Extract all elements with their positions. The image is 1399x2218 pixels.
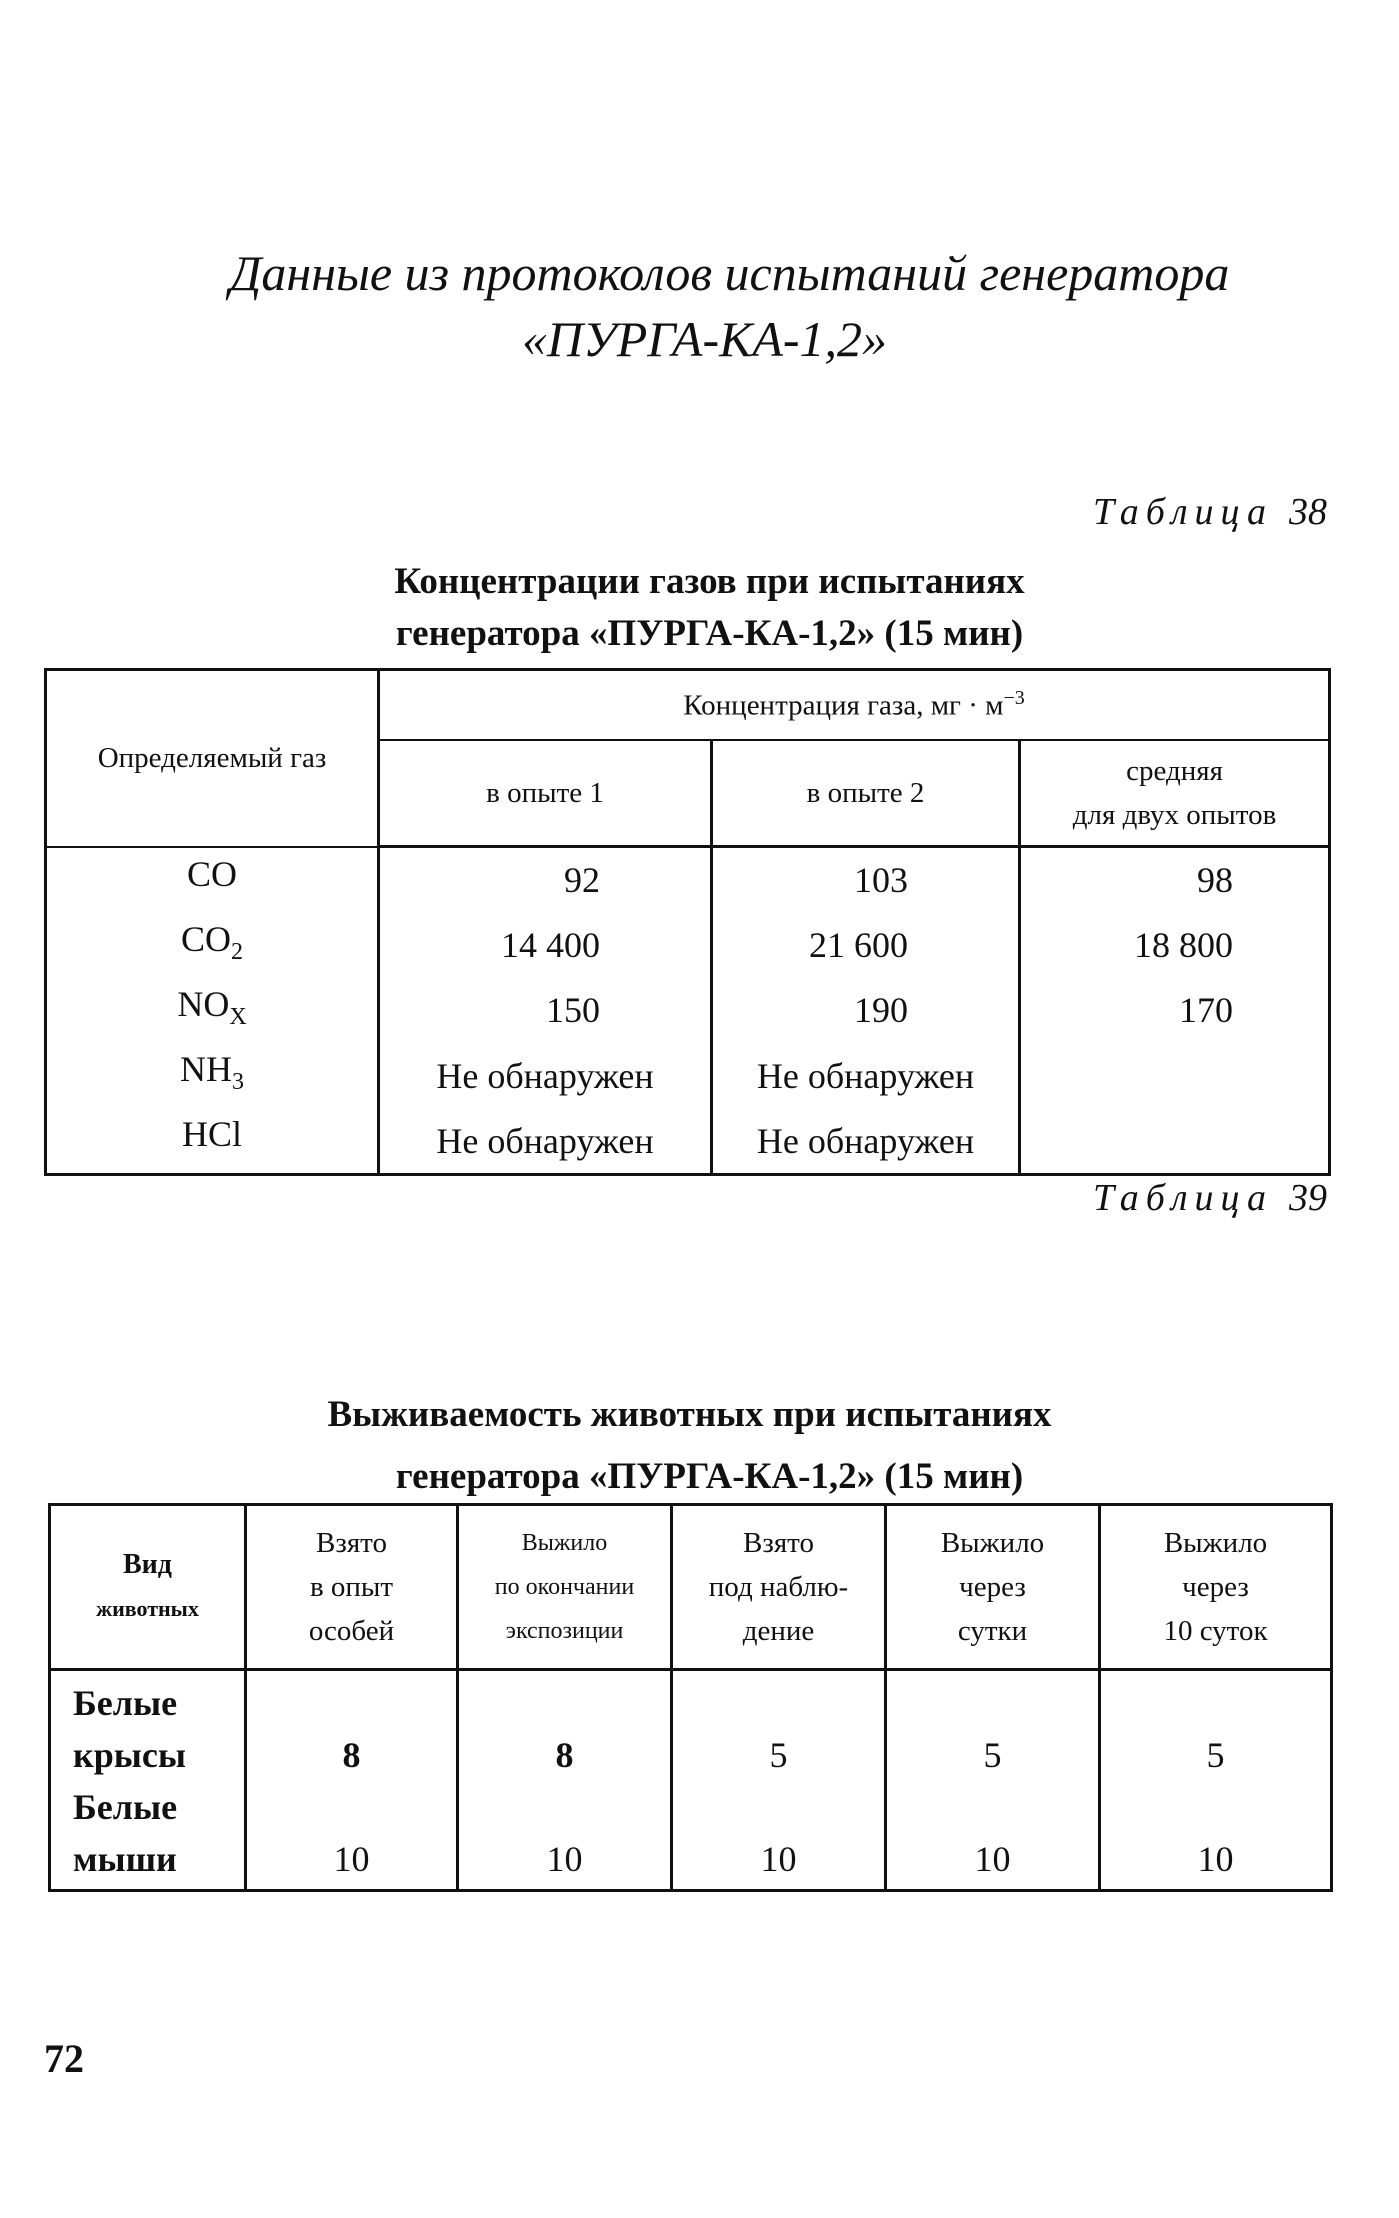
value: 10 <box>546 1839 583 1879</box>
value-cell <box>886 1670 1100 1891</box>
table-row <box>50 1670 1332 1891</box>
table38-caption-line2: генератора «ПУРГА-КА-1,2» (15 мин) <box>395 613 1024 654</box>
value-cell: 103 <box>712 847 1020 913</box>
value: 10 <box>974 1839 1011 1879</box>
gas-cell <box>46 978 379 1043</box>
gas-cell <box>46 847 379 913</box>
gas-name: HCl <box>181 1114 242 1155</box>
header-line: 10 суток <box>1163 1615 1268 1647</box>
header-line: животных <box>96 1596 199 1621</box>
document-title-line1: Данные из протоколов испытаний генератора <box>229 245 1230 301</box>
value: 8 <box>555 1735 574 1775</box>
table39-label <box>1093 1176 1327 1220</box>
gas-name: CO <box>180 918 231 959</box>
table-row <box>46 978 1330 1043</box>
value: 10 <box>760 1839 797 1879</box>
table38-label <box>1093 490 1327 534</box>
header-gas: Определяемый газ <box>46 670 379 847</box>
value: 5 <box>983 1735 1002 1775</box>
header-line: Выжило <box>521 1530 608 1556</box>
value-cell <box>246 1670 458 1891</box>
value-cell <box>1100 1670 1332 1891</box>
table-header-row <box>50 1505 1332 1670</box>
header-line: дение <box>742 1615 815 1647</box>
header-survived-10days <box>1100 1505 1332 1670</box>
table39-label-number: 39 <box>1289 1177 1327 1219</box>
value-cell <box>1020 1043 1330 1108</box>
page-number: 72 <box>44 2036 84 2081</box>
gas-name: NH <box>180 1049 232 1090</box>
value-cell: 150 <box>379 978 712 1043</box>
table-header-row <box>46 670 1330 741</box>
header-survived-exposure <box>458 1505 672 1670</box>
header-survived-day <box>886 1505 1100 1670</box>
value-cell: 98 <box>1020 847 1330 913</box>
header-avg-line2: для двух опытов <box>1072 799 1277 831</box>
value-cell: Не обнаружен <box>712 1043 1020 1108</box>
gas-subscript: 2 <box>231 938 243 965</box>
header-concentration-exponent: −3 <box>1003 687 1025 710</box>
document-title <box>0 240 1399 372</box>
header-line: Вид <box>123 1549 172 1580</box>
table39-caption <box>0 1384 1399 1508</box>
header-line: под наблю- <box>708 1571 849 1603</box>
value: 5 <box>769 1735 788 1775</box>
table-row <box>46 913 1330 978</box>
value-cell: 14 400 <box>379 913 712 978</box>
header-avg-line1: средняя <box>1126 755 1223 787</box>
table39-label-word: Таблица <box>1093 1177 1273 1219</box>
value-cell: 18 800 <box>1020 913 1330 978</box>
animal-line: крысы <box>73 1735 186 1775</box>
value-cell <box>672 1670 886 1891</box>
header-exp2: в опыте 2 <box>712 740 1020 847</box>
value-cell: 190 <box>712 978 1020 1043</box>
value-cell: 170 <box>1020 978 1330 1043</box>
header-line: Взято <box>316 1527 387 1559</box>
header-line: Выжило <box>1163 1527 1268 1559</box>
value-cell: 92 <box>379 847 712 913</box>
header-line: особей <box>308 1615 395 1647</box>
header-line: экспозиции <box>505 1618 624 1644</box>
gas-cell <box>46 1043 379 1108</box>
header-line: в опыт <box>309 1571 394 1603</box>
animal-survival-table <box>48 1503 1333 1892</box>
value: 10 <box>1197 1839 1234 1879</box>
table39-caption-line1: Выживаемость животных при испытаниях <box>327 1394 1052 1435</box>
header-line: через <box>959 1571 1026 1603</box>
gas-subscript: 3 <box>232 1069 244 1096</box>
animal-line: Белые <box>73 1787 178 1827</box>
gas-cell <box>46 913 379 978</box>
table-row <box>46 1043 1330 1108</box>
table-row <box>46 847 1330 913</box>
value: 5 <box>1206 1735 1225 1775</box>
gas-cell <box>46 1108 379 1175</box>
gas-subscript: X <box>229 1004 247 1031</box>
header-line: через <box>1182 1571 1249 1603</box>
animal-line: мыши <box>73 1839 177 1879</box>
header-exp1: в опыте 1 <box>379 740 712 847</box>
table38-label-word: Таблица <box>1093 491 1273 533</box>
header-concentration: Концентрация газа, мг · $м^{-3}$ <box>379 670 1330 741</box>
gas-concentration-table <box>44 668 1331 1176</box>
value: 8 <box>342 1735 361 1775</box>
table38-label-number: 38 <box>1289 491 1327 533</box>
header-avg <box>1020 740 1330 847</box>
header-line: сутки <box>957 1615 1028 1647</box>
header-animal-type <box>50 1505 246 1670</box>
table-row <box>46 1108 1330 1175</box>
header-line: Выжило <box>940 1527 1045 1559</box>
header-line: Взято <box>743 1527 814 1559</box>
value-cell: Не обнаружен <box>379 1108 712 1175</box>
value-cell: 21 600 <box>712 913 1020 978</box>
value-cell: Не обнаружен <box>712 1108 1020 1175</box>
header-line: по окончании <box>494 1574 635 1600</box>
animal-cell <box>50 1670 246 1891</box>
gas-name: NO <box>177 983 230 1024</box>
value: 10 <box>333 1839 370 1879</box>
header-taken <box>246 1505 458 1670</box>
animal-line: Белые <box>73 1683 178 1723</box>
table38-caption-line1: Концентрации газов при испытаниях <box>394 561 1025 602</box>
value-cell: Не обнаружен <box>379 1043 712 1108</box>
table38-caption <box>0 556 1399 660</box>
value-cell <box>1020 1108 1330 1175</box>
header-observed <box>672 1505 886 1670</box>
document-title-line2: «ПУРГА-КА-1,2» <box>521 311 888 367</box>
value-cell <box>458 1670 672 1891</box>
gas-name: CO <box>186 853 237 894</box>
table39-caption-line2: генератора «ПУРГА-КА-1,2» (15 мин) <box>395 1456 1024 1497</box>
